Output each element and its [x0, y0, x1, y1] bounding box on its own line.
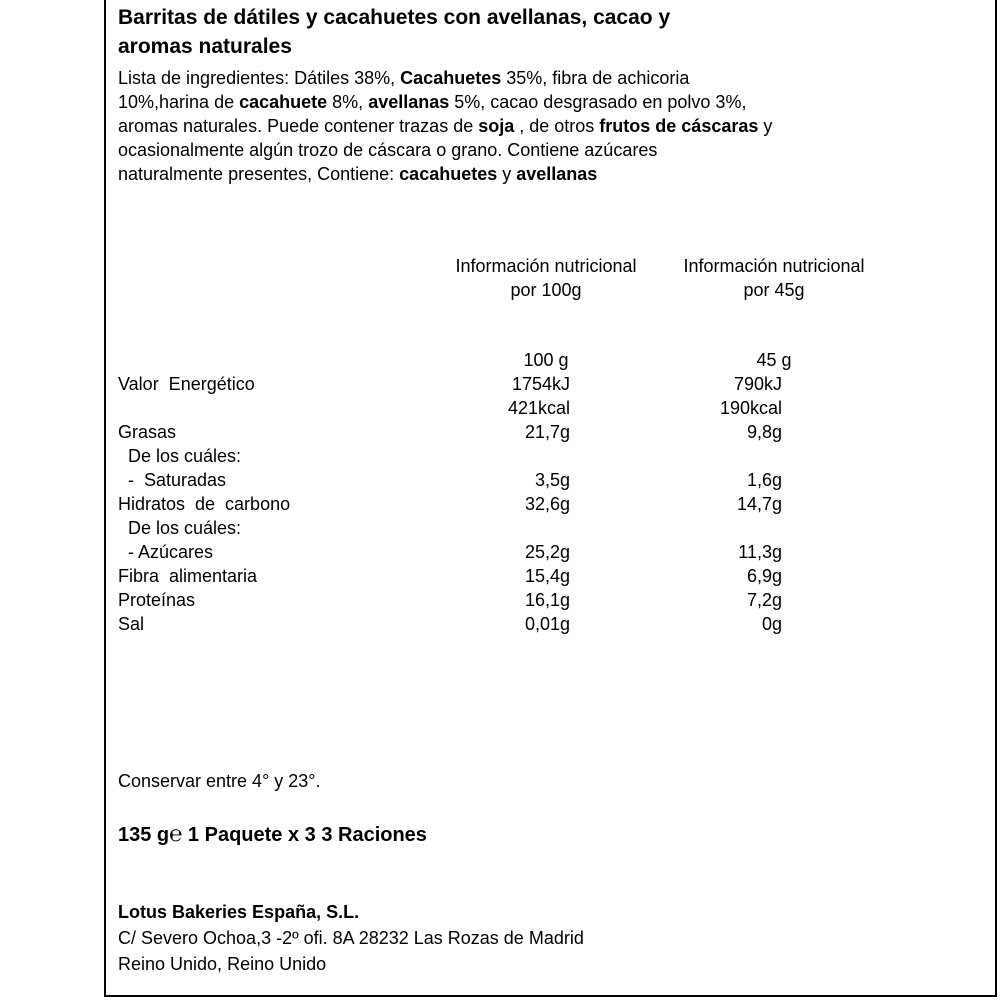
- nutrient-label: Sal: [118, 614, 145, 634]
- estimated-sign-icon: ℮: [169, 821, 183, 846]
- company-country: Reino Unido, Reino Unido: [118, 954, 327, 974]
- nutrition-row: [0, 588, 1000, 612]
- nutrition-row: [0, 492, 1000, 516]
- company-name: Lotus Bakeries España, S.L.: [118, 902, 360, 922]
- ingredients-text: y: [497, 164, 517, 184]
- ingredients-text: 10%,harina de: [118, 92, 240, 112]
- ingredients-text: y: [758, 116, 773, 136]
- nutrient-label: Valor Energético: [118, 374, 255, 394]
- column-header-line: por 45g: [743, 280, 805, 300]
- value-per-100g: 15,4g: [524, 566, 570, 586]
- column-header-line: por 100g: [510, 280, 582, 300]
- nutrient-label: De los cuáles:: [118, 446, 242, 466]
- nutrient-label: De los cuáles:: [118, 518, 242, 538]
- net-weight: 135 g: [118, 824, 170, 846]
- pack-description: 1 Paquete x 3 3 Raciones: [187, 824, 427, 846]
- nutrition-header-per-100g: [436, 254, 656, 302]
- ingredients-line-4: ocasionalmente algún trozo de cáscara o grano. Contiene azúcares: [118, 140, 658, 160]
- nutrition-row: [0, 468, 1000, 492]
- nutrition-row: [0, 420, 1000, 444]
- value-per-45g: 1,6g: [746, 470, 782, 490]
- nutrition-row: [0, 516, 1000, 540]
- value-per-45g: 6,9g: [746, 566, 782, 586]
- value-per-100g: 1754kJ: [511, 374, 570, 394]
- nutrition-row: [0, 564, 1000, 588]
- ingredients-text: 35%, fibra de achicoria: [501, 68, 690, 88]
- value-per-45g: 190kcal: [719, 398, 782, 418]
- column-header-line: Información nutricional: [683, 256, 865, 276]
- storage-instructions: Conservar entre 4° y 23°.: [118, 771, 321, 791]
- value-per-100g: 16,1g: [524, 590, 570, 610]
- nutrition-basis-row: [0, 348, 1000, 372]
- nutrient-label: Fibra alimentaria: [118, 566, 258, 586]
- nutrient-label: Proteínas: [118, 590, 196, 610]
- ingredients-text: aromas naturales. Puede contener trazas de: [118, 116, 479, 136]
- product-title: [118, 3, 670, 61]
- product-title-line-2: aromas naturales: [118, 35, 292, 58]
- product-title-line-1: Barritas de dátiles y cacahuetes con avellanas, cacao y: [118, 6, 671, 29]
- allergen-text: cacahuetes: [399, 164, 498, 184]
- value-per-100g: 421kcal: [507, 398, 570, 418]
- allergen-text: avellanas: [368, 92, 450, 112]
- ingredients-line-5: [118, 162, 772, 186]
- ingredients-line-2: [118, 90, 772, 114]
- nutrition-header-per-45g: [664, 254, 884, 302]
- allergen-text: frutos de cáscaras: [599, 116, 759, 136]
- nutrient-label: - Azúcares: [118, 542, 214, 562]
- nutrition-row: [0, 540, 1000, 564]
- allergen-text: avellanas: [516, 164, 598, 184]
- ingredients-list: [118, 66, 772, 186]
- ingredients-line-3: [118, 114, 772, 138]
- value-per-45g: 14,7g: [736, 494, 782, 514]
- value-per-45g: 0g: [761, 614, 782, 634]
- ingredients-text: , de otros: [514, 116, 600, 136]
- nutrient-label: Grasas: [118, 422, 177, 442]
- nutrition-row: [0, 612, 1000, 636]
- value-per-100g: 0,01g: [524, 614, 570, 634]
- nutrition-row: [0, 396, 1000, 420]
- basis-per-100g: 100 g: [523, 350, 569, 370]
- value-per-100g: 21,7g: [524, 422, 570, 442]
- ingredients-text: 8%,: [327, 92, 369, 112]
- value-per-45g: 11,3g: [738, 542, 782, 562]
- allergen-text: soja: [478, 116, 515, 136]
- value-per-100g: 25,2g: [524, 542, 570, 562]
- allergen-text: Cacahuetes: [400, 68, 502, 88]
- company-address: C/ Severo Ochoa,3 -2º ofi. 8A 28232 Las Rozas de Madrid: [118, 928, 584, 948]
- net-quantity: [118, 821, 427, 848]
- nutrition-row: [0, 444, 1000, 468]
- value-per-45g: 9,8g: [746, 422, 782, 442]
- ingredients-text: Lista de ingredientes: Dátiles 38%,: [118, 68, 401, 88]
- value-per-45g: 7,2g: [746, 590, 782, 610]
- allergen-text: cacahuete: [239, 92, 328, 112]
- basis-per-45g: 45 g: [756, 350, 792, 370]
- nutrient-label: - Saturadas: [118, 470, 227, 490]
- value-per-100g: 32,6g: [524, 494, 570, 514]
- ingredients-text: naturalmente presentes, Contiene:: [118, 164, 400, 184]
- nutrition-row: [0, 372, 1000, 396]
- value-per-45g: 790kJ: [733, 374, 782, 394]
- value-per-100g: 3,5g: [534, 470, 570, 490]
- column-header-line: Información nutricional: [455, 256, 637, 276]
- ingredients-text: 5%, cacao desgrasado en polvo 3%,: [449, 92, 747, 112]
- ingredients-line-1: [118, 66, 772, 90]
- nutrient-label: Hidratos de carbono: [118, 494, 291, 514]
